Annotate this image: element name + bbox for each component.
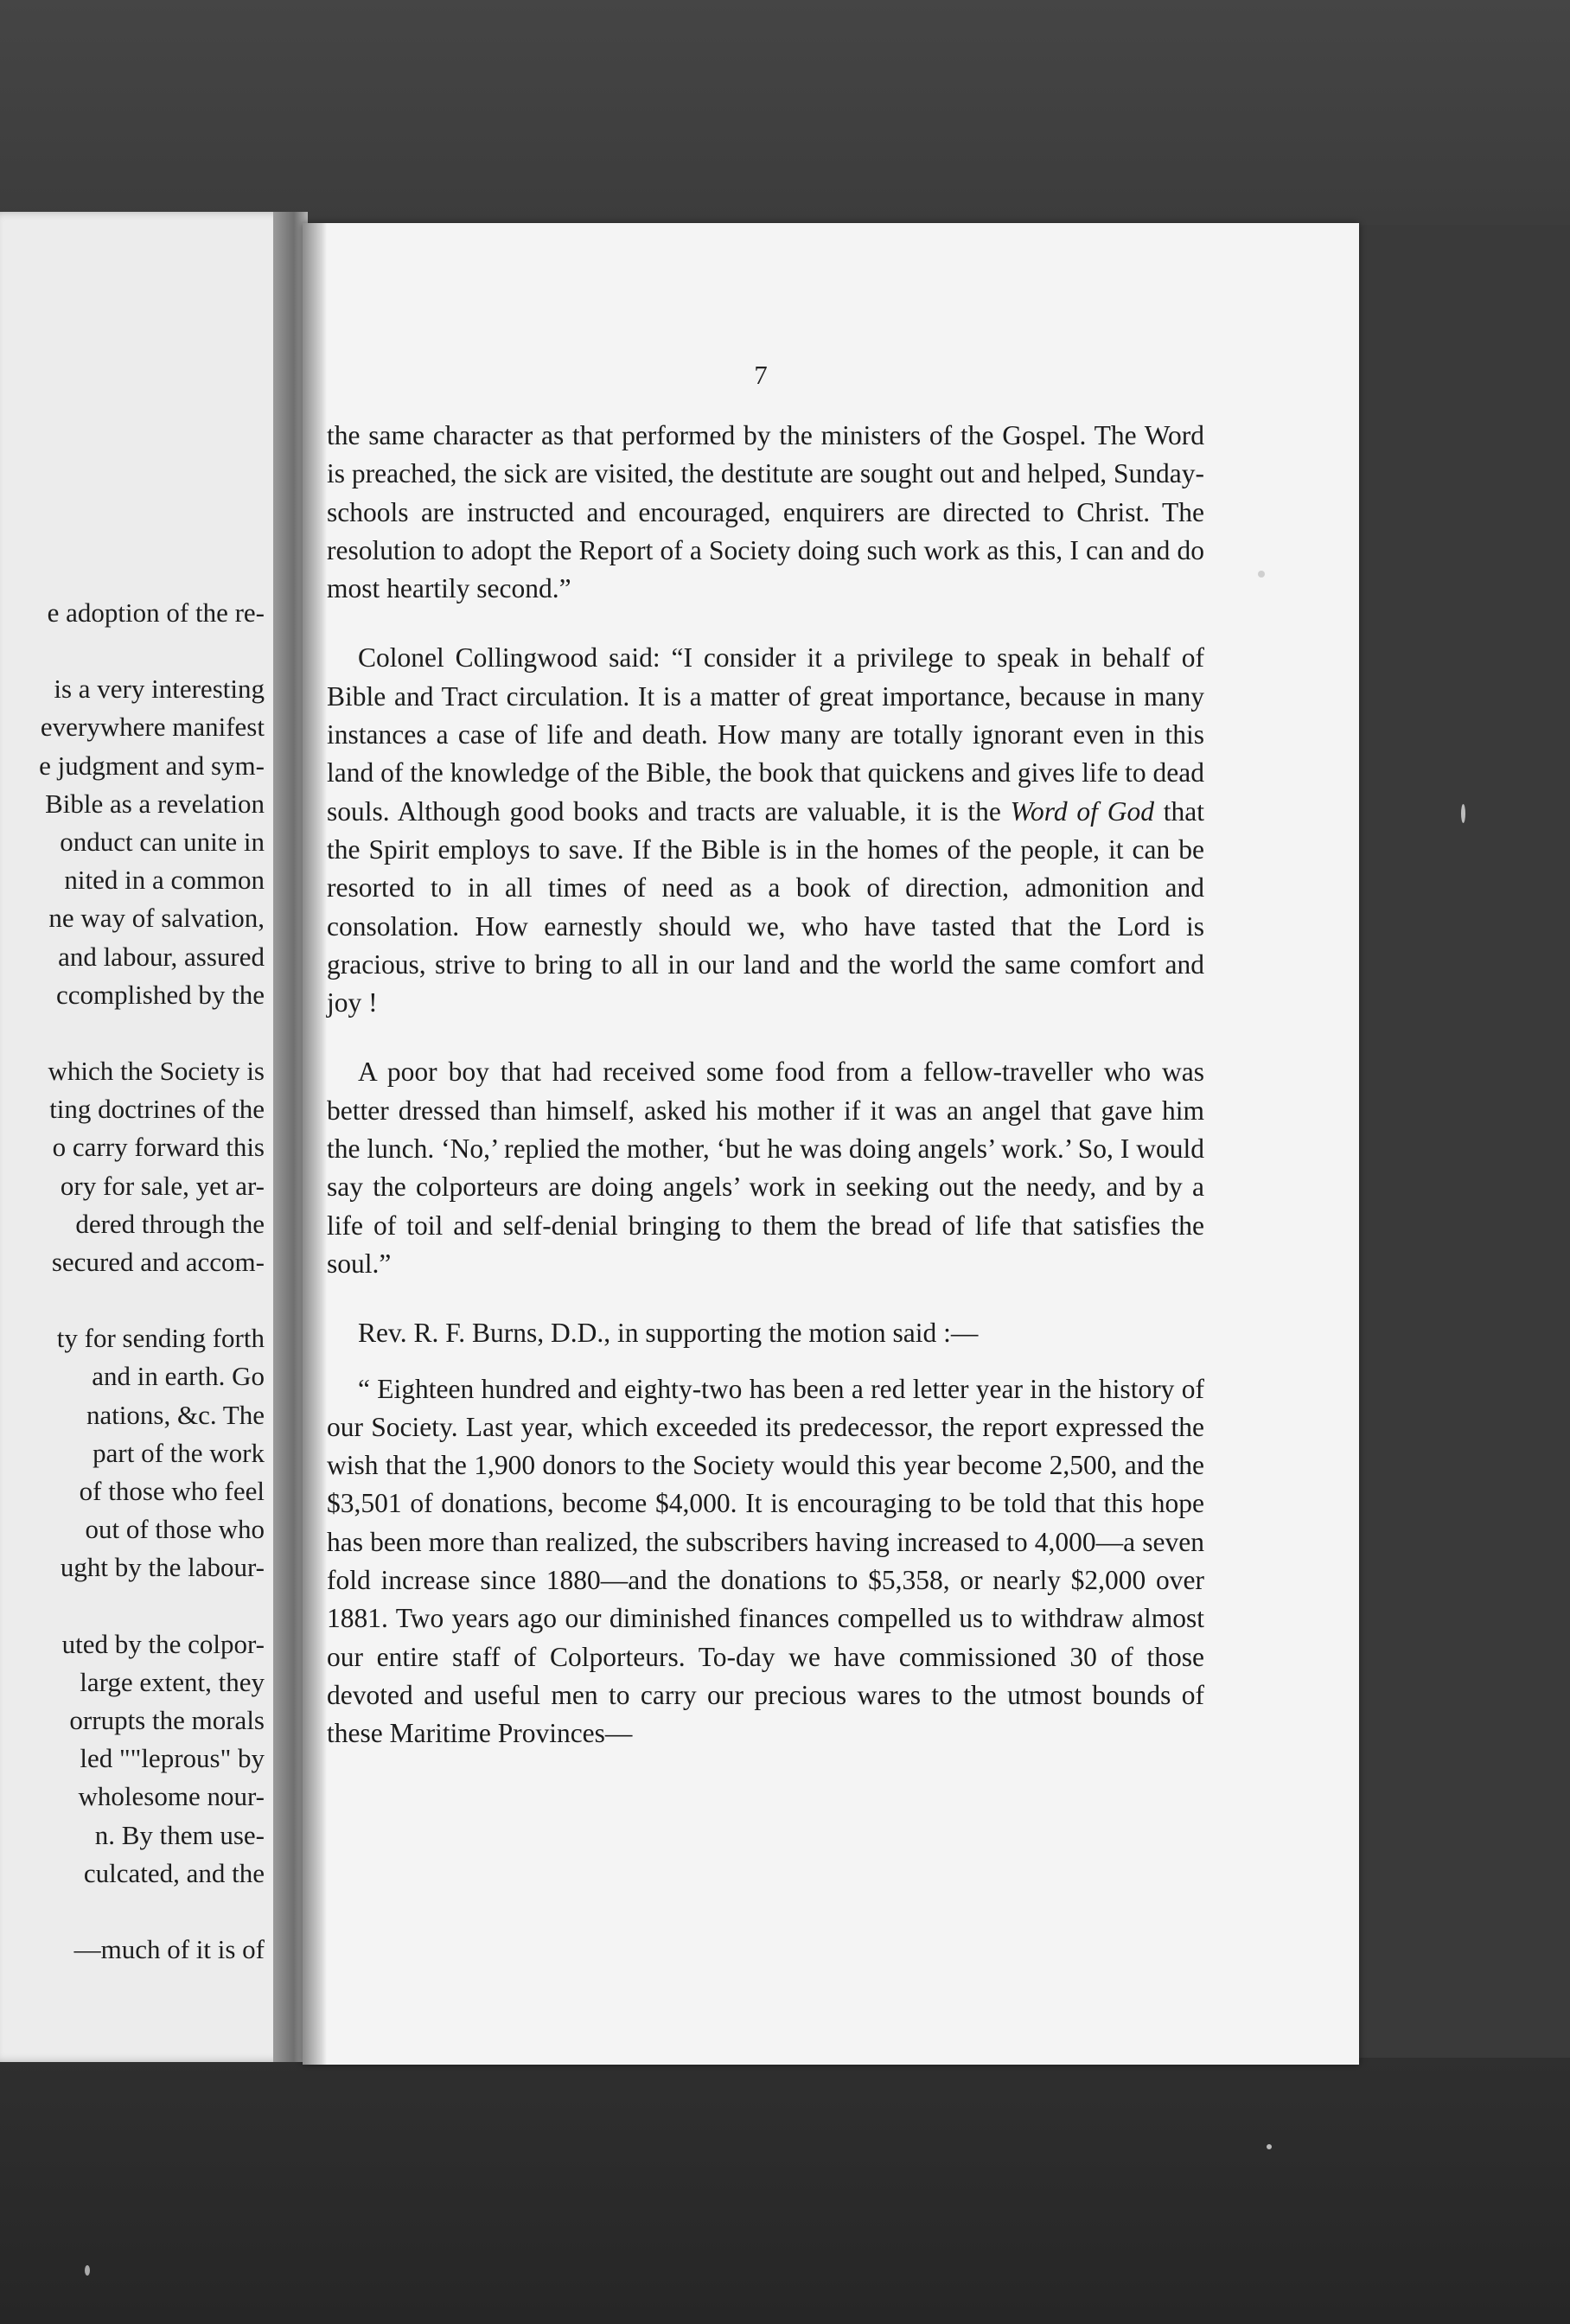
left-page-line: secured and accom- [51,1247,265,1278]
paragraph-2-text: Colonel Collingwood said: “I consider it a privilege to speak in behalf of Bible and Tract circulation. It is a matter of great importance, because in many instances a case of life and death. How many are totally ignorant even in this land of the knowledge of the Bible, the book that quickens and gives life to dead souls. Although good books and tracts are valuable, it is the [327,642,1204,827]
paragraph-1: the same character as that performed by the ministers of the Gospel. The Word is preached, the sick are visited, the destitute are sought out and helped, Sunday-schools are instructed and encouraged, enquirers are directed to Christ. The resolution to adopt the Report of a Society doing such work as this, I can and do most heartily second.” [327,420,1204,604]
left-page-line: large extent, they [80,1666,265,1697]
left-page-line: part of the work [93,1437,265,1468]
paragraph-2-tail: that the Spirit employs to save. If the Bible is in the homes of the people, it can be resorted to in all times of need as a book of direction, admonition and consolation. How earnestly should we, who have tasted that the Lord is gracious, strive to bring to all in our land and the world the same comfort and joy ! [327,795,1204,1018]
paragraph-2 [327,639,1204,1022]
left-page-line: e adoption of the re- [47,597,265,628]
left-page-line: ory for sale, yet ar- [60,1170,265,1201]
left-page-line: nations, &c. The [86,1399,265,1430]
left-page-gap [0,632,265,670]
left-page-line: and labour, assured [58,941,265,972]
left-page-line: nited in a common [64,865,265,896]
left-page-gap [0,1587,265,1625]
left-page-line: ting doctrines of the [49,1094,265,1125]
paragraph-3: A poor boy that had received some food from a fellow-traveller who was better dressed than himself, asked his mother if it was an angel that gave him the lunch. ‘No,’ replied the mother, ‘but he was doing angels’ work.’ So, I would say the colporteurs are doing angels’ work in seeking out the needy, and by a life of toil and self-denial bringing to them the bread of life that satisfies the soul.” [327,1057,1204,1279]
left-page-line: which the Society is [48,1056,265,1087]
scan-speck [1461,804,1465,823]
left-page-line: —much of it is of [73,1934,265,1965]
left-page-line: culcated, and the [83,1857,265,1888]
scan-speck [1267,2144,1272,2149]
background-top [0,0,1570,225]
left-page-line: and in earth. Go [92,1361,265,1392]
paragraph-5: “ Eighteen hundred and eighty-two has been a red letter year in the history of our Society. Last year, which exceeded its predecessor, the report expressed the wish that the 1,900 donors to the Society would this year become 2,500, and the $3,501 of donations, become $4,000. It is encouraging to be told that this hope has been more than realized, the subscribers having increased to 4,000—a seven fold increase since 1880—and the donations to $5,358, or nearly $2,000 over 1881. Two years ago our diminished finances compelled us to withdraw almost our entire staff of Colporteurs. To-day we have commissioned 30 of those devoted and useful men to carry our precious wares to the utmost bounds of these Maritime Provinces— [327,1373,1204,1749]
scan-speck [1258,571,1265,578]
left-page-line: is a very interesting [54,674,265,705]
left-page-line: out of those who [85,1514,265,1545]
scan-speck [85,2265,90,2276]
left-page-line: ne way of salvation, [48,903,265,934]
left-page-line: of those who feel [79,1476,265,1507]
left-page-gap [0,1893,265,1931]
left-page-line: wholesome nour- [78,1781,265,1812]
left-page-line: o carry forward this [52,1132,265,1163]
page-body [327,417,1204,1753]
left-page-line: uted by the colpor- [61,1628,265,1659]
left-page-line: Bible as a revelation [45,788,265,819]
left-page-line: onduct can unite in [60,827,265,858]
left-page-line: e judgment and sym- [39,750,265,781]
left-page-line: everywhere manifest [40,712,265,743]
paragraph-4: Rev. R. F. Burns, D.D., in supporting the motion said :— [358,1318,979,1349]
left-page [0,212,287,2062]
left-page-line: ty for sending forth [56,1323,265,1354]
left-page-line: ccomplished by the [55,979,265,1010]
page-number: 7 [754,360,768,390]
left-page-line: dered through the [75,1208,265,1239]
left-page-gap [0,1281,265,1319]
left-page-gap [0,1014,265,1052]
background-bottom [0,2058,1570,2324]
left-page-text [0,594,265,1969]
left-page-line: orrupts the morals [69,1705,265,1736]
page-edge-shadow [303,223,327,2065]
italic-phrase: Word of God [1010,795,1154,827]
left-page-line: led ""leprous" by [80,1743,265,1774]
left-page-line: ught by the labour- [60,1552,265,1583]
left-page-line: n. By them use- [94,1819,265,1850]
